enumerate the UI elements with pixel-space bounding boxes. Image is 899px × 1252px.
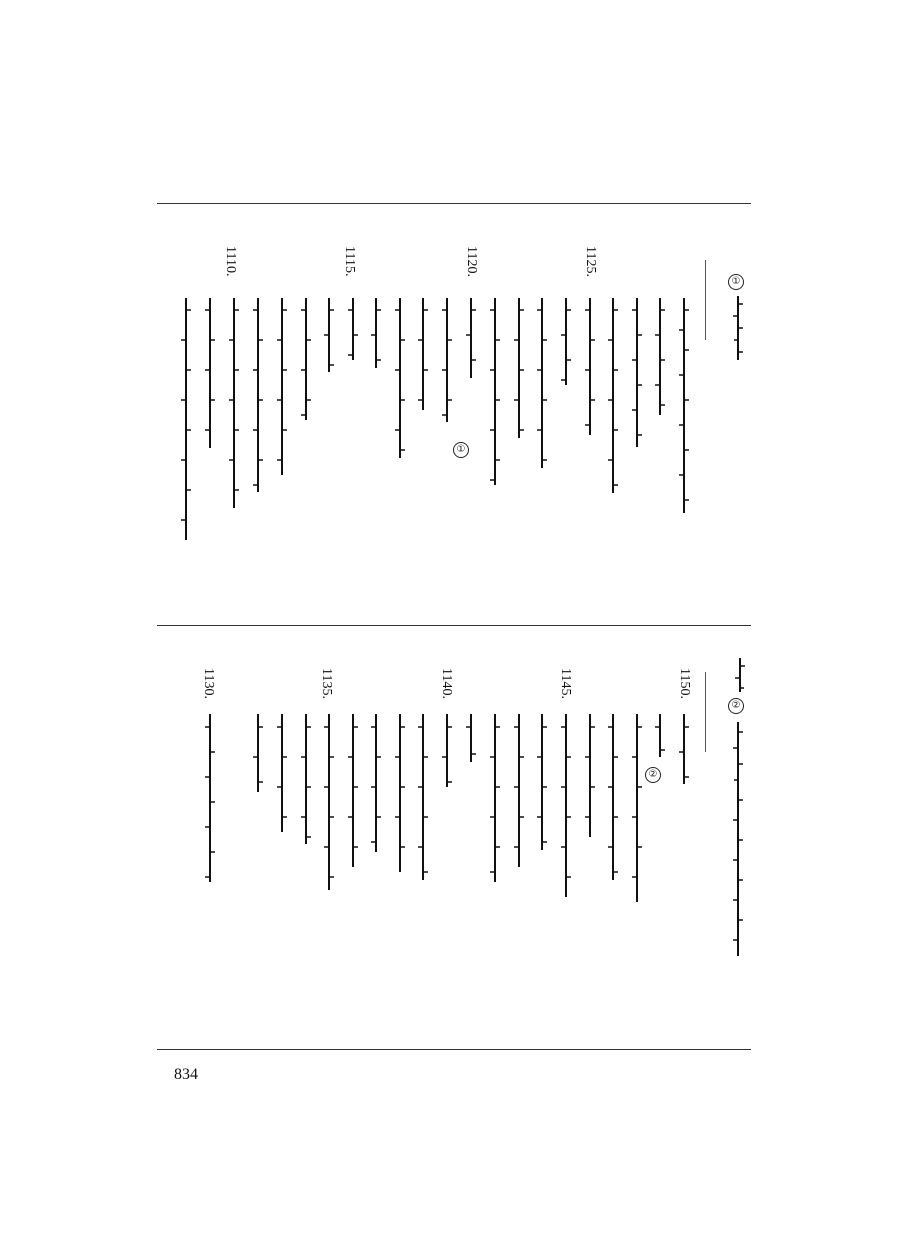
middle-rule xyxy=(157,625,751,626)
footnote-continuation-script xyxy=(732,656,748,696)
line-number: 1130. xyxy=(201,668,216,699)
line-number: 1110. xyxy=(223,246,238,277)
bottom-rule xyxy=(157,1049,751,1050)
footnote-marker: ① xyxy=(728,274,744,290)
line-number: 1115. xyxy=(342,246,357,277)
top-rule xyxy=(157,203,751,204)
line-number: 1120. xyxy=(464,246,479,277)
inline-footnote-marker: ① xyxy=(453,442,469,458)
line-number: 1125. xyxy=(583,246,598,277)
footnote-script-line xyxy=(730,720,746,960)
line-number: 1140. xyxy=(439,668,454,699)
footnote-script-line xyxy=(730,294,746,364)
line-number: 1150. xyxy=(677,668,692,699)
footnote-marker: ② xyxy=(728,698,744,714)
line-number: 1145. xyxy=(558,668,573,699)
bottom-verse-block xyxy=(150,632,750,1042)
verse-lines-bottom xyxy=(150,632,710,1042)
line-number: 1135. xyxy=(319,668,334,699)
top-verse-block xyxy=(150,210,750,610)
inline-footnote-marker: ② xyxy=(645,767,661,783)
page-number: 834 xyxy=(174,1066,198,1083)
